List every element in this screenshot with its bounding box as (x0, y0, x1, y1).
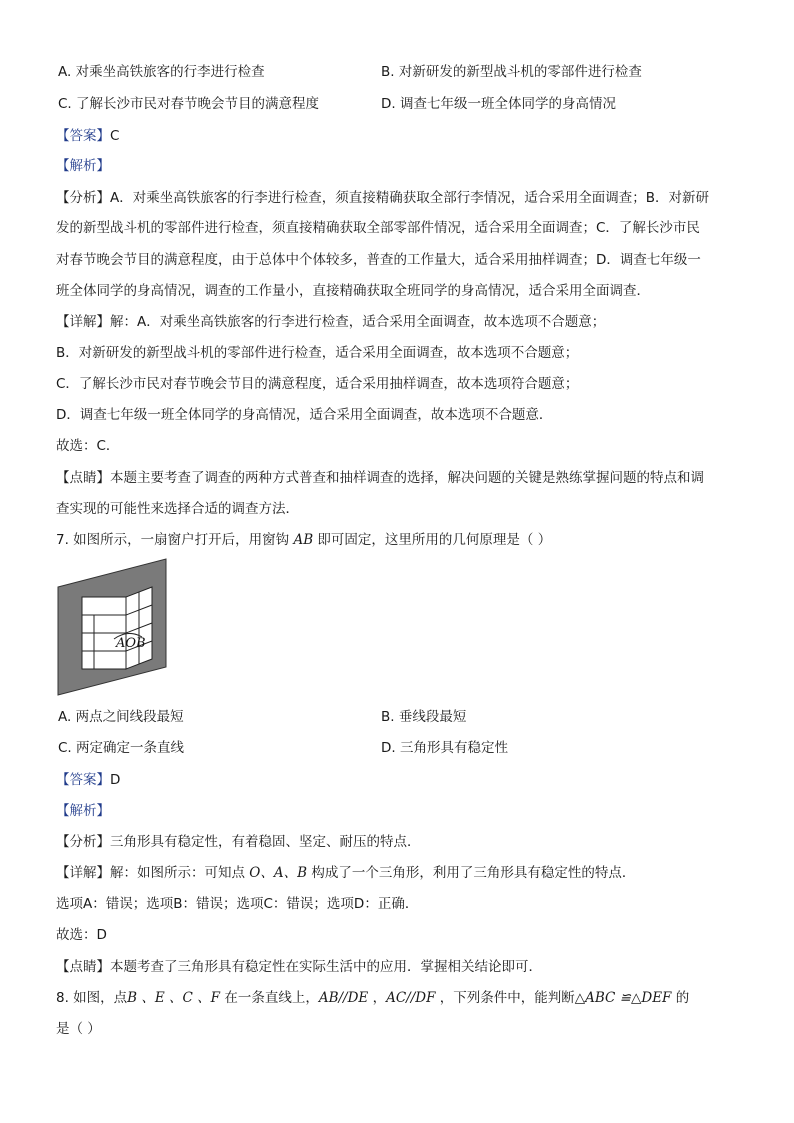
q7-review: 【点睛】本题考查了三角形具有稳定性在实际生活中的应用．掌握相关结论即可． (56, 959, 542, 975)
q7-option-a: A. 两点之间线段最短 (58, 709, 184, 725)
answer-tag: 【答案】 (56, 128, 110, 144)
q7-option-b: B. 垂线段最短 (381, 709, 467, 725)
q7-analysis-tag: 【解析】 (56, 803, 110, 819)
q8-text: ， (368, 990, 387, 1006)
q8-text: 在一条直线上， (220, 990, 319, 1006)
q6-fenxi-line: 发的新型战斗机的零部件进行检查，须直接精确获取全部零部件情况，适合采用全面调查；C．了解长沙市民 (56, 220, 700, 236)
q6-option-b: B. 对新研发的新型战斗机的零部件进行检查 (381, 64, 642, 80)
q8-stem-line2: 是（ ） (56, 1021, 101, 1037)
q8-text: 的 (671, 990, 690, 1006)
q7-options-result: 选项A：错误；选项B：错误；选项C：错误；选项D：正确． (56, 896, 419, 912)
answer-tag: 【答案】 (56, 772, 110, 788)
q6-detail-line: 【详解】解：A．对乘坐高铁旅客的行李进行检查，适合采用全面调查，故本选项不合题意； (56, 314, 606, 330)
q6-review-line: 查实现的可能性来选择合适的调查方法． (56, 501, 299, 517)
q8-condition-2: AC//DF (386, 990, 436, 1006)
q7-detail (56, 863, 635, 883)
q8-condition-1: AB//DE (318, 990, 369, 1006)
q6-detail-line: C．了解长沙市民对春节晚会节目的满意程度，适合采用抽样调查，故本选项符合题意； (56, 376, 579, 392)
q7-detail-text-end: 构成了一个三角形，利用了三角形具有稳定性的特点． (307, 865, 636, 881)
q6-option-d: D. 调查七年级一班全体同学的身高情况 (381, 96, 616, 112)
q6-option-a: A. 对乘坐高铁旅客的行李进行检查 (58, 64, 265, 80)
figure-label: AOB (116, 636, 146, 651)
window-figure (56, 557, 168, 697)
q6-fenxi-line: 班全体同学的身高情况，调查的工作量小，直接精确获取全班同学的身高情况，适合采用全面调查． (56, 283, 650, 299)
q7-answer (56, 770, 120, 790)
q8-points: B 、E 、C 、F (127, 990, 221, 1006)
answer-value: D (110, 772, 121, 788)
q6-analysis-tag: 【解析】 (56, 158, 110, 174)
q8-text: ，下列条件中，能判断 (435, 990, 575, 1006)
q7-stem (56, 530, 551, 550)
q7-stem-text: 7. 如图所示，一扇窗户打开后，用窗钩 (56, 532, 294, 548)
q7-option-c: C. 两定确定一条直线 (58, 740, 185, 756)
q6-answer (56, 126, 119, 146)
q7-detail-text: 【详解】解：如图所示：可知点 (56, 865, 250, 881)
q7-stem-ab: AB (293, 532, 314, 548)
q6-detail-line: B．对新研发的新型战斗机的零部件进行检查，适合采用全面调查，故本选项不合题意； (56, 345, 579, 361)
q7-fenxi: 【分析】三角形具有稳定性，有着稳固、坚定、耐压的特点． (56, 834, 421, 850)
q7-stem-text-end: 即可固定，这里所用的几何原理是（ ） (313, 532, 552, 548)
q7-option-d: D. 三角形具有稳定性 (381, 740, 508, 756)
q6-fenxi-line: 对春节晚会节目的满意程度，由于总体中个体较多，普查的工作量大，适合采用抽样调查；D．调查七年级一 (56, 252, 701, 268)
q7-detail-points: O、A、B (249, 865, 308, 881)
q6-option-c: C. 了解长沙市民对春节晚会节目的满意程度 (58, 96, 320, 112)
q6-review-line: 【点睛】本题主要考查了调查的两种方式普查和抽样调查的选择，解决问题的关键是熟练掌握问题的特点和调 (56, 470, 704, 486)
q8-congruence: △ABC ≌△DEF (574, 990, 672, 1006)
q6-fenxi-line: 【分析】A．对乘坐高铁旅客的行李进行检查，须直接精确获取全部行李情况，适合采用全面调查；B．对新研 (56, 190, 709, 206)
q6-detail-line: D．调查七年级一班全体同学的身高情况，适合采用全面调查，故本选项不合题意． (56, 407, 553, 423)
q7-choose: 故选：D (56, 927, 107, 943)
q8-stem-line1 (56, 988, 689, 1008)
q6-choose: 故选：C． (56, 438, 120, 454)
q8-text: 8. 如图，点 (56, 990, 128, 1006)
answer-value: C (110, 128, 120, 144)
